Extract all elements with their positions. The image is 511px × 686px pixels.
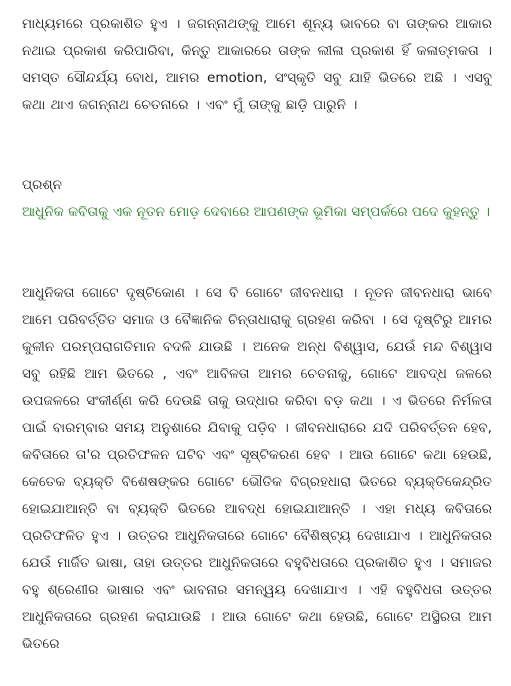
question-text: ଆଧୁନିକ କବିତାକୁ ଏକ ନୂତନ ମୋଡ଼ ଦେବାରେ ଆପଣଙ୍କ ଭୂମିକା ସମ୍ପର୍କରେ ପଦେ କୁହନ୍ତୁ ।	[22, 204, 491, 220]
answer-paragraph: ଆଧୁନିକତା ଗୋଟେ ଦୃଷ୍ଟିକୋଣ । ସେ ବି ଗୋଟେ ଜୀବନଧାରା । ନୂତନ ଜୀବନଧାରା ଭାବେ ଆମେ ପରିବର୍ତ୍ତିତ ସମାଜ ଓ ବୈଜ୍ଞାନିକ ଚିନ୍ତାଧାରାକୁ ଗ୍ରହଣ କରିବା । ସେ ଦୃଷ୍ଟିରୁ ଆମର କୁଳୀନ ପରମ୍ପରାଗତିମାନ ବଦଳି ଯାଉଛି । ଅନେକ ଅନ୍ଧ ବିଶ୍ୱାସ, ଯେଉଁ ମନ୍ଦ ବିଶ୍ୱାସ ସବୁ ରହିଛି ଆମ ଭିତରେ , ଏବଂ ଆବିଳତା ଆମର ଚେତନାକୁ, ଗୋଟେ ଆବଦ୍ଧ ଜଳରେ ଉପଜଳରେ ସଂକୀର୍ଣ୍ଣ କରି ଦେଉଛି ତାକୁ ଉଦ୍ଧାର କରିବା ବଡ଼ କଥା । ଏ ଭିତରେ ନିର୍ମଳତା ପାଇଁ ବାରମ୍ବାର ସମୟ ଅନୁଶାରେ ଯିବାକୁ ପଡ଼ିବ । ଜୀବନଧାରାରେ ଯଦି ପରିବର୍ତ୍ତନ ହେବ, କବିତାରେ ତା'ର ପ୍ରତିଫଳନ ଘଟିବ ଏବଂ ସୃଷ୍ଟିକରଣ ହେବ । ଆଉ ଗୋଟେ କଥା ହେଉଛି, କେତେକ ବ୍ୟକ୍ତି ବିଶେଷଙ୍କର ଗୋଟେ ଭୌତିକ ବିଗ୍ରହଧାରା ଭିତରେ ବ୍ୟକ୍ତିକେନ୍ଦ୍ରିତ ହୋଇଯାଆନ୍ତି ବା ବ୍ୟକ୍ତି ଭିତରେ ଆବଦ୍ଧ ହୋଇଯାଆନ୍ତି । ଏହା ମଧ୍ୟ କବିତାରେ ପ୍ରତିଫଳିତ ହୁଏ । ଉତ୍ତର ଆଧୁନିକତାରେ ଗୋଟେ ବୈଶିଷ୍ଟ୍ୟ ଦେଖାଯାଏ । ଆଧୁନିକତାର ଯେଉଁ ମାର୍ଜିତ ଭାଷା, ତାହା ଉତ୍ତର ଆଧୁନିକତାରେ ବହୁବିଧତାରେ ପ୍ରକାଶିତ ହୁଏ । ସମାଜର ବହୁ ଶ୍ରେଣୀର ଭାଷାର ଏବଂ ଭାବନାର ସମନ୍ୱୟ ଦେଖାଯାଏ । ଏହି ବହୁବିଧତା ଉତ୍ତର ଆଧୁନିକତାରେ ଗ୍ରହଣ କରାଯାଉଛି । ଆଉ ଗୋଟେ କଥା ହେଉଛି, ଗୋଟେ ଅସ୍ଥିରତା ଆମ ଭିତରେ	[22, 285, 492, 652]
document-page	[22, 0, 492, 686]
question-label: ପ୍ରଶ୍ନ	[22, 177, 62, 193]
intro-paragraph: ମାଧ୍ୟମରେ ପ୍ରକାଶିତ ହୁଏ । ଜଗନ୍ନାଥଙ୍କୁ ଆମେ ଶୂନ୍ୟ ଭାବରେ ବା ତାଙ୍କର ଆକାର ନଥାଇ ପ୍ରକାଶ କରିପାରିବା, କିନ୍ତୁ ଆକାରରେ ତାଙ୍କ ଲୀଳା ପ୍ରକାଶ ହିଁ କଳାତ୍ମକତା । ସମସ୍ତ ସୌନ୍ଦର୍ଯ୍ୟ ବୋଧ, ଆମର emotion, ସଂସ୍କୃତି ସବୁ ଯାହି ଭିତରେ ଅଛି । ଏସବୁ କଥା ଥାଏ ଜଗନ୍ନାଥ ଚେତନାରେ । ଏବଂ ମୁଁ ତାଙ୍କୁ ଛାଡ଼ି ପାରୁନି ।	[22, 16, 492, 113]
